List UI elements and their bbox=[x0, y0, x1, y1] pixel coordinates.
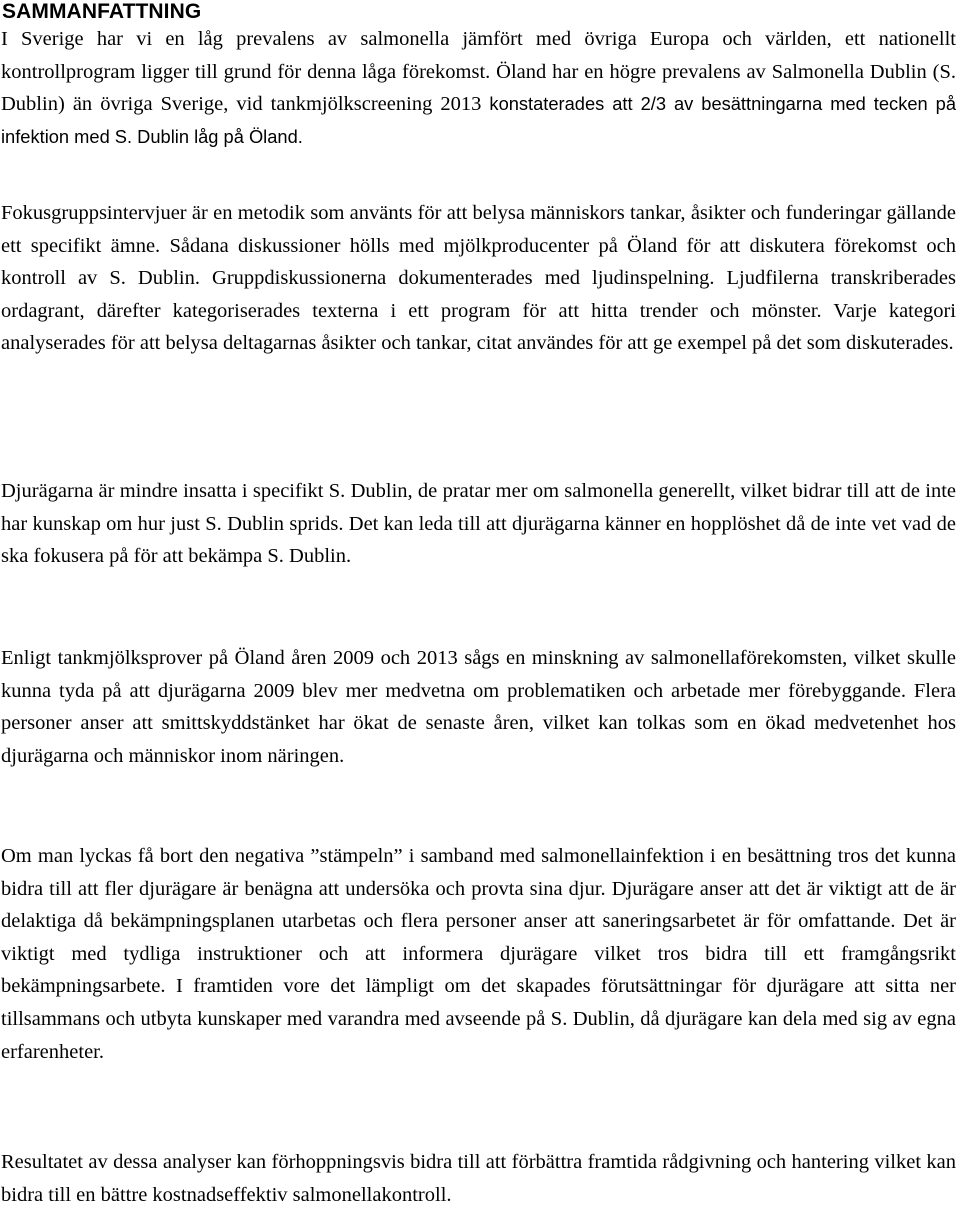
paragraph-2-text: Fokusgruppsintervjuer är en metodik som använts för att belysa människors tankar, åsikter och funderingar gällande ett specifikt ämne. Sådana diskussioner hölls med mjölkproducenter på Öland för att diskutera förekomst och kontroll av S. Dublin. Gruppdiskussionerna dokumenterades med ljudinspelning. Ljudfilerna transkriberades ordagrant, därefter kategoriserades texterna i ett program för att hitta trender och mönster. Varje kategori analyserades för att belysa deltagarnas åsikter och tankar, citat användes för att ge exempel på det som diskuterades. bbox=[1, 202, 956, 355]
paragraph-1 bbox=[1, 23, 956, 153]
paragraph-1-sans-text: konstaterades att 2/3 av besättningarna med tecken på infektion med S. Dublin låg på Öland. bbox=[1, 93, 956, 147]
paragraph-1-text: I Sverige har vi en låg prevalens av salmonella jämfört med övriga Europa och världen, ett nationellt kontrollprogram ligger till grund för denna låga förekomst. Öland har en högre prevalens av Salmonella Dublin (S. Dublin) än övriga Sverige, vid tankmjölkscreening 2013 bbox=[1, 28, 956, 116]
paragraph-6 bbox=[1, 1146, 956, 1211]
paragraph-3-text: Djurägarna är mindre insatta i specifikt S. Dublin, de pratar mer om salmonella generellt, vilket bidrar till att de inte har kunskap om hur just S. Dublin sprids. Det kan leda till att djurägarna känner en hopplöshet då de inte vet vad de ska fokusera på för att bekämpa S. Dublin. bbox=[1, 480, 956, 568]
paragraph-6-text: Resultatet av dessa analyser kan förhoppningsvis bidra till att förbättra framtida rådgivning och hantering vilket kan bidra till en bättre kostnadseffektiv salmonellakontroll. bbox=[1, 1151, 956, 1206]
section-heading: SAMMANFATTNING bbox=[2, 0, 202, 23]
paragraph-5-text: Om man lyckas få bort den negativa ”stämpeln” i samband med salmonellainfektion i en besättning tros det kunna bidra till att fler djurägare är benägna att undersöka och provta sina djur. Djurägare anser att det är viktigt att de är delaktiga då bekämpningsplanen utarbetas och flera personer anser att saneringsarbetet är för omfattande. Det är viktigt med tydliga instruktioner och att informera djurägare vilket tros bidra till ett framgångsrikt bekämpningsarbete. I framtiden vore det lämpligt om det skapades förutsättningar för djurägare att sitta ner tillsammans och utbyta kunskaper med varandra med avseende på S. Dublin, då djurägare kan dela med sig av egna erfarenheter. bbox=[1, 845, 956, 1063]
paragraph-5 bbox=[1, 840, 956, 1068]
paragraph-3 bbox=[1, 475, 956, 573]
paragraph-4-text: Enligt tankmjölksprover på Öland åren 2009 och 2013 sågs en minskning av salmonellaförekomsten, vilket skulle kunna tyda på att djurägarna 2009 blev mer medvetna om problematiken och arbetade mer förebyggande. Flera personer anser att smittskyddstänket har ökat de senaste åren, vilket kan tolkas som en ökad medvetenhet hos djurägarna och människor inom näringen. bbox=[1, 647, 956, 767]
paragraph-4 bbox=[1, 642, 956, 772]
paragraph-2 bbox=[1, 197, 956, 360]
